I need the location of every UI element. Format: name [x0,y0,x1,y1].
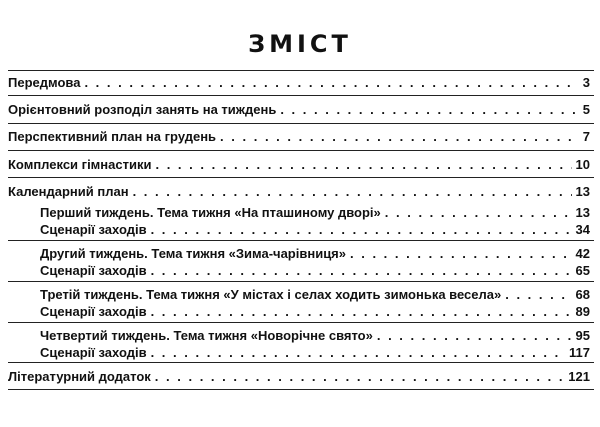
toc-subentry[interactable] [40,246,590,261]
toc-entry-page: 34 [575,222,590,237]
toc-subentry[interactable] [40,205,590,220]
toc-entry[interactable] [8,157,590,172]
dot-leader [151,345,565,360]
toc-entry-label: Перший тиждень. Тема тижня «На пташиному дворі» [40,205,381,220]
toc-entry-label: Сценарії заходів [40,222,147,237]
divider [8,322,594,323]
toc-entry-label: Четвертий тиждень. Тема тижня «Новорічне свято» [40,328,373,343]
dot-leader [385,205,572,220]
toc-entry[interactable] [8,102,590,117]
dot-leader [155,157,571,172]
dot-leader [155,369,565,384]
dot-leader [505,287,571,302]
toc-entry-page: 95 [575,328,590,343]
toc-entry-page: 7 [582,129,590,144]
toc-entry-page: 5 [582,102,590,117]
divider [8,177,594,178]
divider [8,240,594,241]
toc-subentry[interactable] [40,328,590,343]
divider [8,123,594,124]
divider [8,95,594,96]
toc-entry-label: Передмова [8,75,81,90]
divider [8,389,594,390]
toc-subentry[interactable] [40,304,590,319]
toc-entry[interactable] [8,75,590,90]
toc-entry-page: 42 [575,246,590,261]
divider [8,281,594,282]
toc-entry-page: 65 [575,263,590,278]
toc-entry-label: Третій тиждень. Тема тижня «У містах і селах ходить зимонька весела» [40,287,502,302]
toc-entry-page: 3 [582,75,590,90]
toc-entry[interactable] [8,184,590,199]
toc-entry-page: 13 [575,184,590,199]
dot-leader [280,102,578,117]
toc-entry-page: 68 [575,287,590,302]
page-title: ЗМІСТ [248,30,352,58]
dot-leader [84,75,578,90]
toc-entry-label: Комплекси гімнастики [8,157,152,172]
toc-entry-label: Літературний додаток [8,369,151,384]
toc-entry-page: 121 [568,369,590,384]
dot-leader [350,246,572,261]
divider [8,150,594,151]
toc-entry-page: 10 [575,157,590,172]
dot-leader [151,304,572,319]
dot-leader [133,184,572,199]
divider [8,70,594,71]
toc-subentry[interactable] [40,263,590,278]
toc-entry-label: Календарний план [8,184,129,199]
toc-subentry[interactable] [40,287,590,302]
dot-leader [151,222,572,237]
divider [8,362,594,363]
dot-leader [220,129,579,144]
dot-leader [377,328,572,343]
dot-leader [151,263,572,278]
toc-entry-page: 117 [569,345,590,360]
toc-entry-page: 13 [575,205,590,220]
toc-entry-label: Орієнтовний розподіл занять на тиждень [8,102,277,117]
toc-entry[interactable] [8,369,590,384]
toc-entry-label: Сценарії заходів [40,304,147,319]
toc-entry[interactable] [8,129,590,144]
toc-subentry[interactable] [40,345,590,360]
toc-entry-label: Другий тиждень. Тема тижня «Зима-чарівниця» [40,246,347,261]
toc-subentry[interactable] [40,222,590,237]
toc-entry-page: 89 [575,304,590,319]
toc-entry-label: Сценарії заходів [40,263,147,278]
toc-entry-label: Сценарії заходів [40,345,147,360]
toc-entry-label: Перспективний план на грудень [8,129,217,144]
